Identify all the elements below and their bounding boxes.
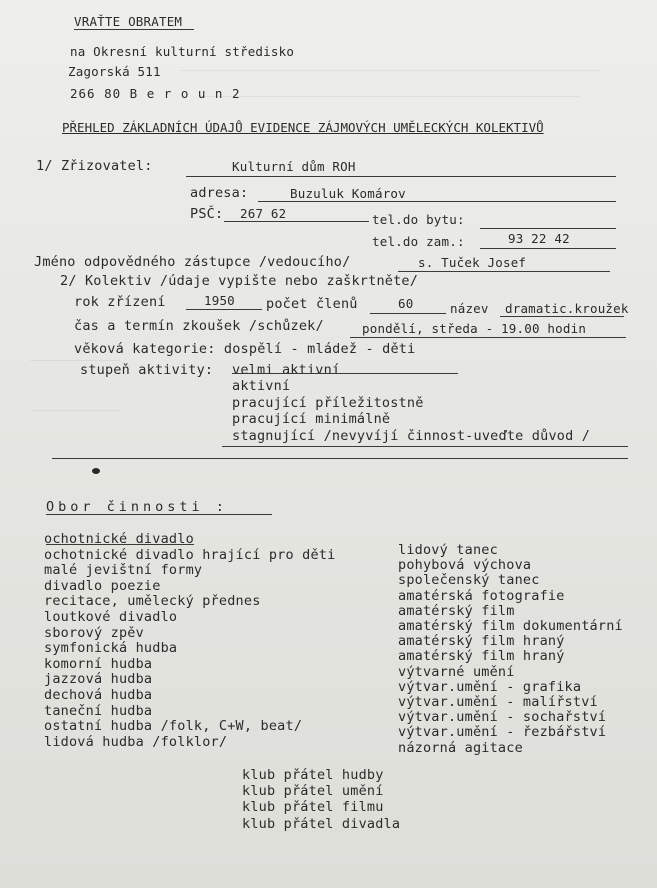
activity-level-3: pracující příležitostně xyxy=(232,395,424,411)
return-label-underline xyxy=(74,29,194,30)
field-item: společenský tanec xyxy=(398,572,540,589)
field-item: malé jevištní formy xyxy=(44,562,203,579)
name-label: název xyxy=(450,301,489,316)
field-item: názorná agitace xyxy=(398,739,523,756)
members-label: počet členů xyxy=(266,296,358,312)
ink-blot xyxy=(92,468,100,474)
field-item: ochotnické divadlo hrající pro děti xyxy=(44,546,336,563)
schedule-label: čas a termín zkoušek /schůzek/ xyxy=(74,318,324,334)
field-item: klub přátel hudby xyxy=(242,767,384,783)
activity-level-4: pracující minimálně xyxy=(232,411,391,427)
field-item: ochotnické divadlo xyxy=(44,531,194,547)
founder-line xyxy=(186,176,616,177)
field-item: sborový zpěv xyxy=(44,624,144,641)
fields-heading: Obor činnosti : xyxy=(46,499,228,515)
field-item: pohybová výchova xyxy=(398,557,532,574)
field-item: dechová hudba xyxy=(44,687,153,703)
tel-work-value: 93 22 42 xyxy=(508,231,570,246)
psc-value: 267 62 xyxy=(240,206,287,221)
activity-level-1: velmi aktivní xyxy=(232,362,341,378)
field-item: symfonická hudba xyxy=(44,640,178,657)
field-item: jazzová hudba xyxy=(44,671,153,688)
selected-field-underline xyxy=(46,544,194,545)
representative-label: Jméno odpovědného zástupce /vedoucího/ xyxy=(34,254,351,270)
field-item: komorní hudba xyxy=(44,655,153,672)
psc-line xyxy=(224,221,369,222)
reason-line-1 xyxy=(222,446,628,447)
activity-strike xyxy=(232,373,458,374)
field-item: výtvar.umění - řezbářství xyxy=(398,724,607,741)
field-item: klub přátel umění xyxy=(242,783,384,800)
fields-heading-underline xyxy=(46,514,272,515)
members-line xyxy=(370,313,446,314)
field-item: výtvar.umění - malířství xyxy=(398,694,598,710)
name-value: dramatic.kroužek xyxy=(505,301,629,316)
field-item: amatérský film hraný xyxy=(398,633,565,650)
activity-level-5: stagnující /nevyvíjí činnost-uveďte důvod / xyxy=(232,428,591,444)
schedule-line xyxy=(350,337,626,338)
field-item: výtvarné umění xyxy=(398,663,515,680)
collective-label: 2/ Kolektiv /údaje vypište nebo zaškrtněte/ xyxy=(60,273,419,289)
founded-line xyxy=(186,309,262,310)
founded-label: rok zřízení xyxy=(74,294,166,310)
field-item: výtvar.umění - grafika xyxy=(398,678,582,695)
field-item: taneční hudba xyxy=(44,702,153,719)
field-item: amatérský film dokumentární xyxy=(398,618,623,634)
field-item: divadlo poezie xyxy=(44,577,161,594)
show-through-mark xyxy=(30,360,120,361)
address-line-2: Zagorská 511 xyxy=(68,64,161,79)
tel-work-line xyxy=(480,248,616,249)
field-item: loutkové divadlo xyxy=(44,609,178,625)
show-through-mark xyxy=(30,410,120,411)
field-item: amatérský film hraný xyxy=(398,648,565,665)
field-item: recitace, umělecký přednes xyxy=(44,593,261,610)
field-item: ostatní hudba /folk, C+W, beat/ xyxy=(44,718,303,735)
show-through-mark xyxy=(180,70,600,71)
field-item: lidový tanec xyxy=(398,542,498,558)
age-category: věková kategorie: dospělí - mládež - děti xyxy=(74,341,416,357)
address-line-3: 266 80 B e r o u n 2 xyxy=(70,86,241,101)
representative-line xyxy=(398,271,610,272)
reason-line-2 xyxy=(52,458,628,459)
field-item: amatérský film xyxy=(398,602,515,619)
field-item: výtvar.umění - sochařství xyxy=(398,709,607,726)
tel-home-label: tel.do bytu: xyxy=(372,212,465,227)
form-title: PŘEHLED ZÁKLADNÍCH ÚDAJŮ EVIDENCE ZÁJMOVÝCH UMĚLECKÝCH KOLEKTIVŮ xyxy=(62,120,544,135)
representative-value: s. Tuček Josef xyxy=(418,255,527,270)
tel-home-line xyxy=(480,228,616,229)
founder-label: 1/ Zřizovatel: xyxy=(36,158,153,174)
activity-level-2: aktivní xyxy=(232,378,291,394)
schedule-value: pondělí, středa - 19.00 hodin xyxy=(362,321,587,336)
activity-label: stupeň aktivity: xyxy=(80,362,214,378)
founded-value: 1950 xyxy=(204,293,235,308)
name-line xyxy=(500,316,624,317)
founder-value: Kulturní dům ROH xyxy=(232,159,356,174)
address-line-1: na Okresní kulturní středisko xyxy=(70,44,295,59)
members-value: 60 xyxy=(398,296,414,311)
field-item: klub přátel filmu xyxy=(242,799,384,816)
address-label: adresa: xyxy=(190,185,249,201)
show-through-mark xyxy=(200,96,580,97)
field-item: amatérská fotografie xyxy=(398,587,565,604)
return-label: VRAŤTE OBRATEM xyxy=(74,14,183,29)
field-item: klub přátel divadla xyxy=(242,815,401,832)
field-item: lidová hudba /folklor/ xyxy=(44,733,228,750)
address-value: Buzuluk Komárov xyxy=(290,186,406,201)
tel-work-label: tel.do zam.: xyxy=(372,234,465,249)
psc-label: PSČ: xyxy=(190,206,224,222)
address-line xyxy=(258,201,616,202)
